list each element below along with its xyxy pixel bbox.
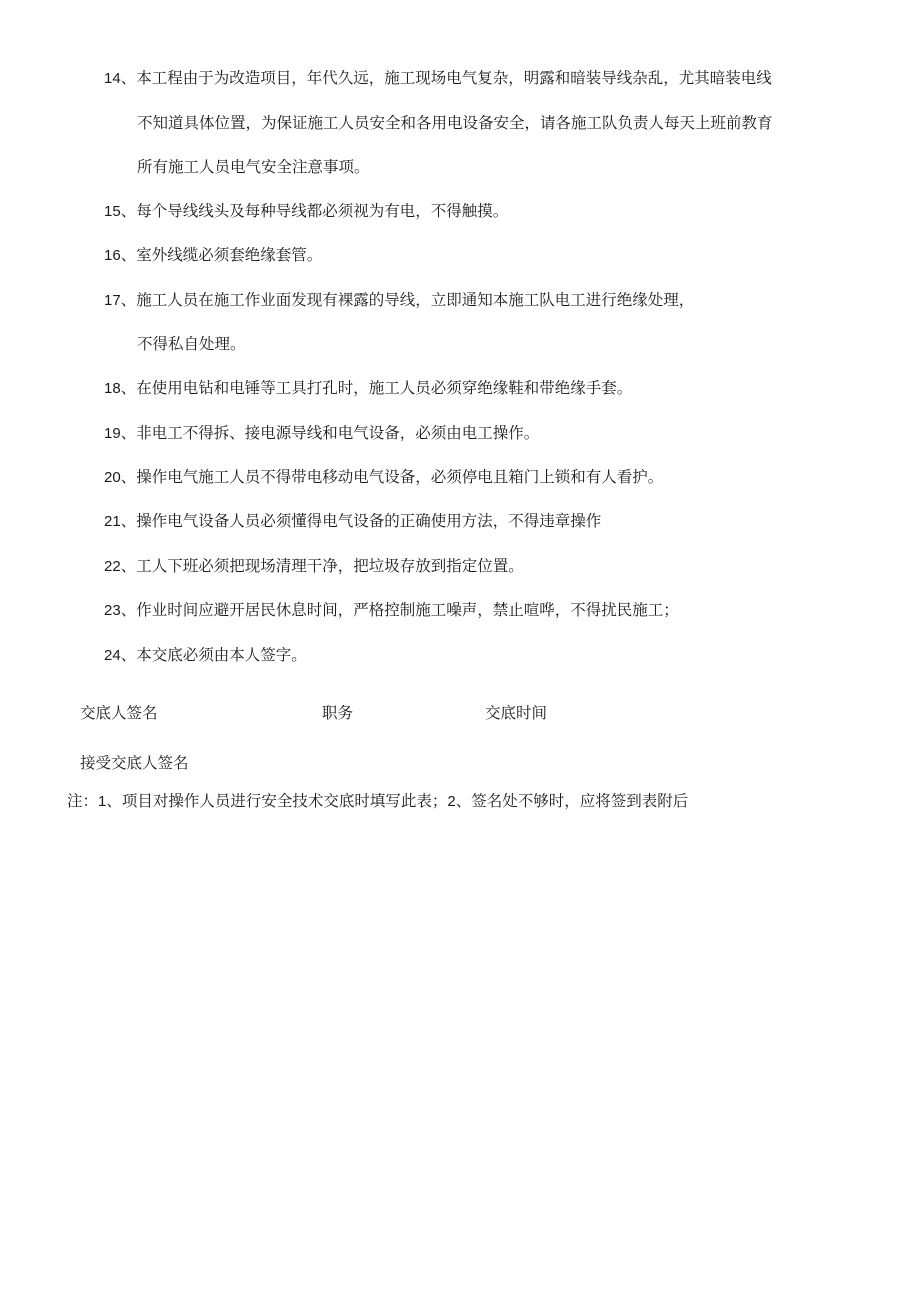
note-number-2: 2 <box>447 793 456 810</box>
item-separator: 、 <box>120 424 137 442</box>
item-17-line-1 <box>104 290 694 311</box>
item-number: 15 <box>104 203 121 220</box>
item-separator: 、 <box>120 202 137 220</box>
item-21 <box>104 511 601 532</box>
item-separator: 、 <box>120 246 137 264</box>
item-number: 19 <box>104 425 121 442</box>
item-separator: 、 <box>120 379 137 397</box>
item-text: 室外线缆必须套绝缘套管。 <box>136 246 323 264</box>
item-text: 操作电气设备人员必须懂得电气设备的正确使用方法，不得违章操作 <box>136 512 602 530</box>
item-number: 23 <box>104 602 121 619</box>
note-prefix: 注： <box>67 792 99 810</box>
item-number: 17 <box>104 292 121 309</box>
item-text: 在使用电钻和电锤等工具打孔时，施工人员必须穿绝缘鞋和带绝缘手套。 <box>136 379 633 397</box>
item-separator: 、 <box>120 646 137 664</box>
item-text: 操作电气施工人员不得带电移动电气设备，必须停电且箱门上锁和有人看护。 <box>136 468 664 486</box>
position-label: 职务 <box>322 704 354 722</box>
item-number: 16 <box>104 247 121 264</box>
item-18 <box>104 378 632 399</box>
item-text: 非电工不得拆、接电源导线和电气设备，必须由电工操作。 <box>136 424 540 442</box>
item-14-line-3: 所有施工人员电气安全注意事项。 <box>137 158 370 176</box>
item-14-line-2: 不知道具体位置，为保证施工人员安全和各用电设备安全，请各施工队负责人每天上班前教育 <box>137 114 773 132</box>
item-number: 20 <box>104 469 121 486</box>
item-14-line-1 <box>104 68 772 89</box>
item-separator: 、 <box>120 601 137 619</box>
item-22 <box>104 556 524 577</box>
item-text: 作业时间应避开居民休息时间，严格控制施工噪声，禁止喧哗，不得扰民施工； <box>136 601 679 619</box>
item-number: 22 <box>104 558 121 575</box>
item-text: 每个导线线头及每种导线都必须视为有电，不得触摸。 <box>136 202 509 220</box>
item-number: 24 <box>104 647 121 664</box>
item-16 <box>104 245 322 266</box>
item-15 <box>104 201 508 222</box>
item-number: 18 <box>104 380 121 397</box>
item-24 <box>104 645 307 666</box>
item-19 <box>104 423 539 444</box>
note-text-2: 、签名处不够时，应将签到表附后 <box>455 792 689 810</box>
note-number-1: 1 <box>98 793 107 810</box>
item-text: 本交底必须由本人签字。 <box>136 646 307 664</box>
note-text-1: 、项目对操作人员进行安全技术交底时填写此表； <box>106 792 448 810</box>
disclosure-time-label: 交底时间 <box>485 704 548 722</box>
item-separator: 、 <box>120 69 137 87</box>
item-separator: 、 <box>120 512 137 530</box>
item-text: 工人下班必须把现场清理干净，把垃圾存放到指定位置。 <box>136 557 524 575</box>
item-17-line-2: 不得私自处理。 <box>137 335 246 353</box>
item-23 <box>104 600 679 621</box>
discloser-signature-label: 交底人签名 <box>80 704 158 722</box>
item-separator: 、 <box>120 468 137 486</box>
item-text: 本工程由于为改造项目，年代久远，施工现场电气复杂，明露和暗装导线杂乱，尤其暗装电线 <box>136 69 772 87</box>
footnote <box>67 791 688 812</box>
item-separator: 、 <box>120 557 137 575</box>
receiver-signature-label: 接受交底人签名 <box>80 754 189 772</box>
item-number: 21 <box>104 513 121 530</box>
item-20 <box>104 467 663 488</box>
item-text: 施工人员在施工作业面发现有裸露的导线，立即通知本施工队电工进行绝缘处理， <box>136 291 695 309</box>
item-number: 14 <box>104 70 121 87</box>
item-separator: 、 <box>120 291 137 309</box>
